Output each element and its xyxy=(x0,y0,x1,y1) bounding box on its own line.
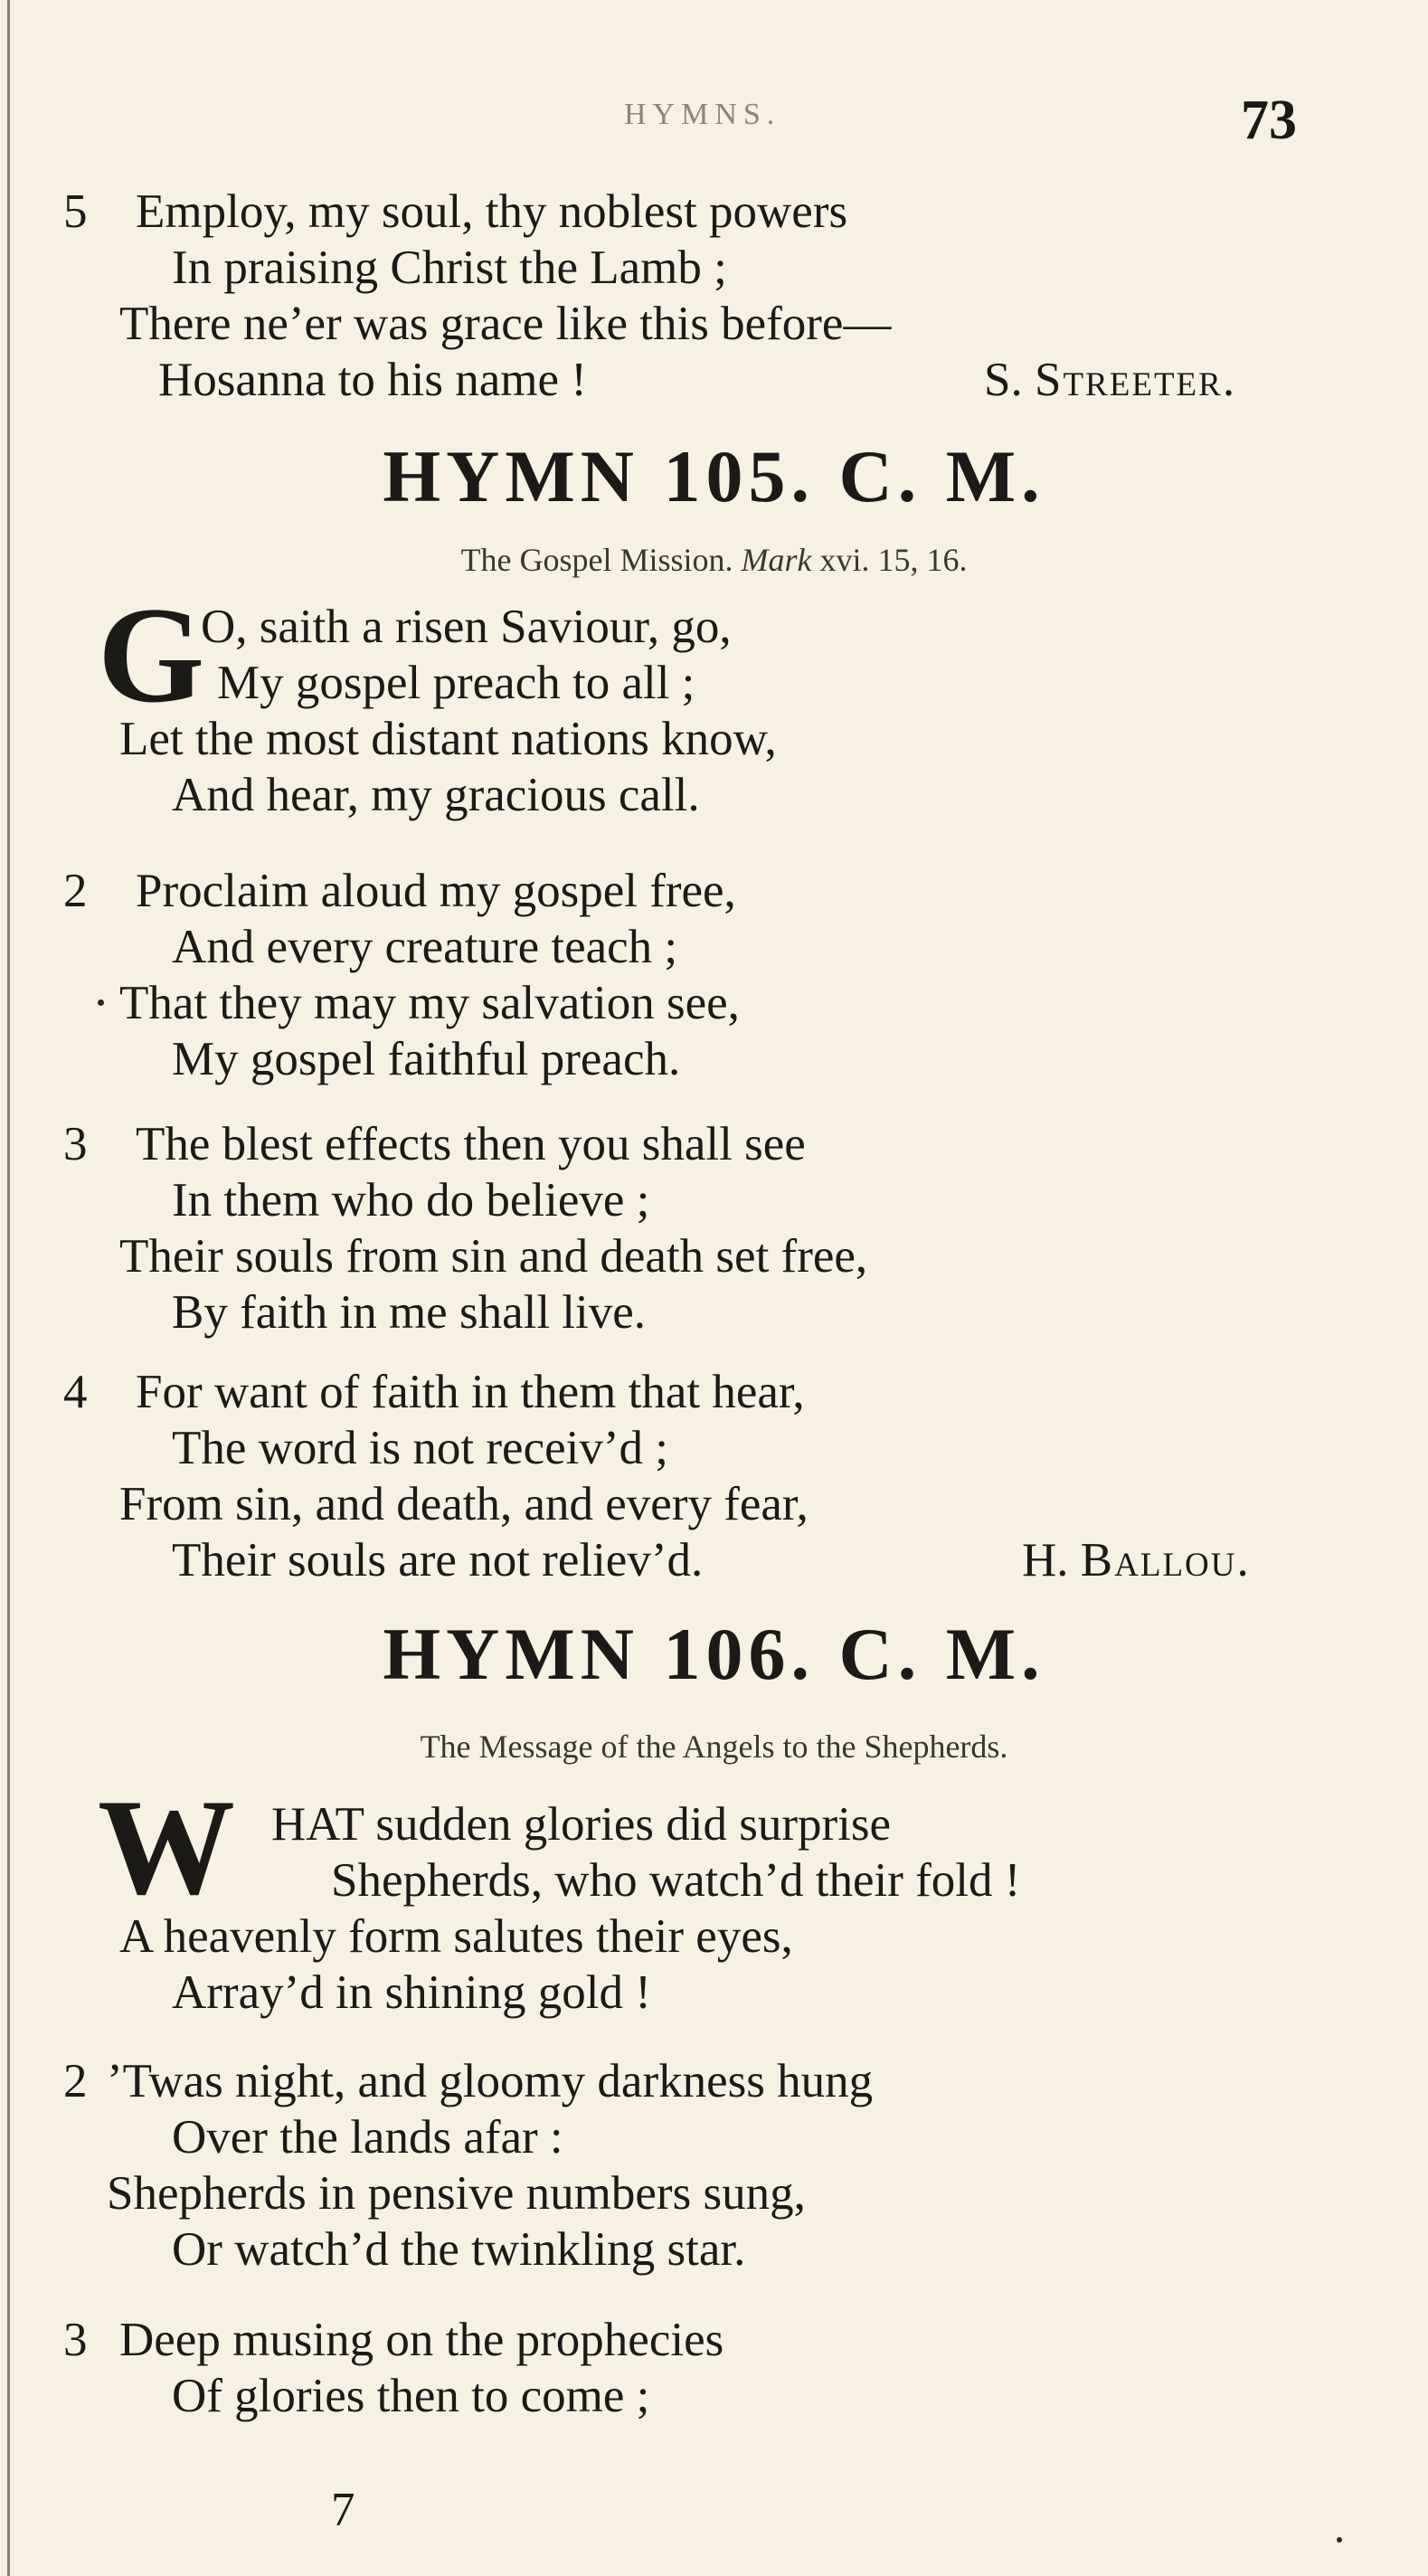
verse-line: Proclaim aloud my gospel free, xyxy=(136,865,736,917)
drop-cap: W xyxy=(98,1771,235,1923)
verse-line: Their souls are not reliev’d. xyxy=(172,1534,704,1586)
verse-line: Shepherds, who watch’d their fold ! xyxy=(331,1854,1021,1907)
verse-line: Over the lands afar : xyxy=(172,2111,563,2164)
verse-line: Deep musing on the prophecies xyxy=(119,2314,724,2366)
verse-line: That they may my salvation see, xyxy=(119,977,740,1029)
signature-mark: 7 xyxy=(331,2484,355,2536)
verse-line: Of glories then to come ; xyxy=(172,2370,650,2422)
verse-line: And every creature teach ; xyxy=(172,921,678,973)
verse-line: O, saith a risen Saviour, go, xyxy=(201,601,732,653)
verse-line: In them who do believe ; xyxy=(172,1174,650,1226)
verse-line: Or watch’d the twinkling star. xyxy=(172,2223,746,2276)
author-credit xyxy=(984,352,1236,408)
verse-line: A heavenly form salutes their eyes, xyxy=(119,1910,793,1963)
running-head xyxy=(0,89,1428,151)
verse-line: HAT sudden glories did surprise xyxy=(271,1798,892,1851)
running-title: HYMNS. xyxy=(624,98,781,131)
author-name: Streeter. xyxy=(1034,354,1237,406)
drop-cap: G xyxy=(98,579,205,731)
verse-number: 2 xyxy=(63,865,88,917)
author-initial: H. xyxy=(1022,1534,1069,1586)
hymn-theme: The Gospel Mission. xyxy=(460,542,733,578)
verse-number: 3 xyxy=(63,2314,88,2366)
verse-line: The blest effects then you shall see xyxy=(136,1118,806,1170)
page-edge-rule xyxy=(7,0,10,2576)
page-number: 73 xyxy=(1241,90,1297,151)
verse-line: From sin, and death, and every fear, xyxy=(119,1478,809,1530)
verse-line: Their souls from sin and death set free, xyxy=(119,1230,868,1283)
author-name: Ballou. xyxy=(1080,1534,1251,1586)
verse-line: ’Twas night, and gloomy darkness hung xyxy=(107,2055,874,2107)
author-initial: S. xyxy=(984,354,1023,406)
verse-line: Array’d in shining gold ! xyxy=(172,1966,651,2019)
verse-number: 3 xyxy=(63,1118,88,1170)
scripture-verses: xvi. 15, 16. xyxy=(819,542,968,578)
verse-line: By faith in me shall live. xyxy=(172,1286,647,1339)
verse-line: For want of faith in them that hear, xyxy=(136,1366,805,1418)
hymn-subtitle: The Message of the Angels to the Shepherds. xyxy=(420,1728,1008,1765)
verse-line: Employ, my soul, thy noblest powers xyxy=(136,185,848,238)
verse-number: 2 xyxy=(63,2055,88,2107)
verse-line: The word is not receiv’d ; xyxy=(172,1422,668,1474)
verse-number: 5 xyxy=(63,185,88,238)
author-credit xyxy=(1022,1532,1251,1588)
hymn-title: HYMN 106. C. M. xyxy=(383,1613,1045,1695)
verse-line: And hear, my gracious call. xyxy=(172,769,700,821)
verse-line: In praising Christ the Lamb ; xyxy=(172,242,727,294)
verse-line: Shepherds in pensive numbers sung, xyxy=(107,2167,806,2220)
verse-line: There ne’er was grace like this before— xyxy=(119,298,892,350)
ink-speck xyxy=(98,999,104,1006)
verse-line: My gospel faithful preach. xyxy=(172,1033,681,1085)
hymn-subtitle xyxy=(0,541,1428,579)
ink-speck xyxy=(1337,2537,1342,2543)
verse-line: Let the most distant nations know, xyxy=(119,713,777,765)
scripture-book: Mark xyxy=(741,542,812,578)
verse-number: 4 xyxy=(63,1366,88,1418)
hymn-title: HYMN 105. C. M. xyxy=(383,435,1045,517)
verse-line: Hosanna to his name ! xyxy=(158,354,587,406)
verse-line: My gospel preach to all ; xyxy=(217,657,695,709)
